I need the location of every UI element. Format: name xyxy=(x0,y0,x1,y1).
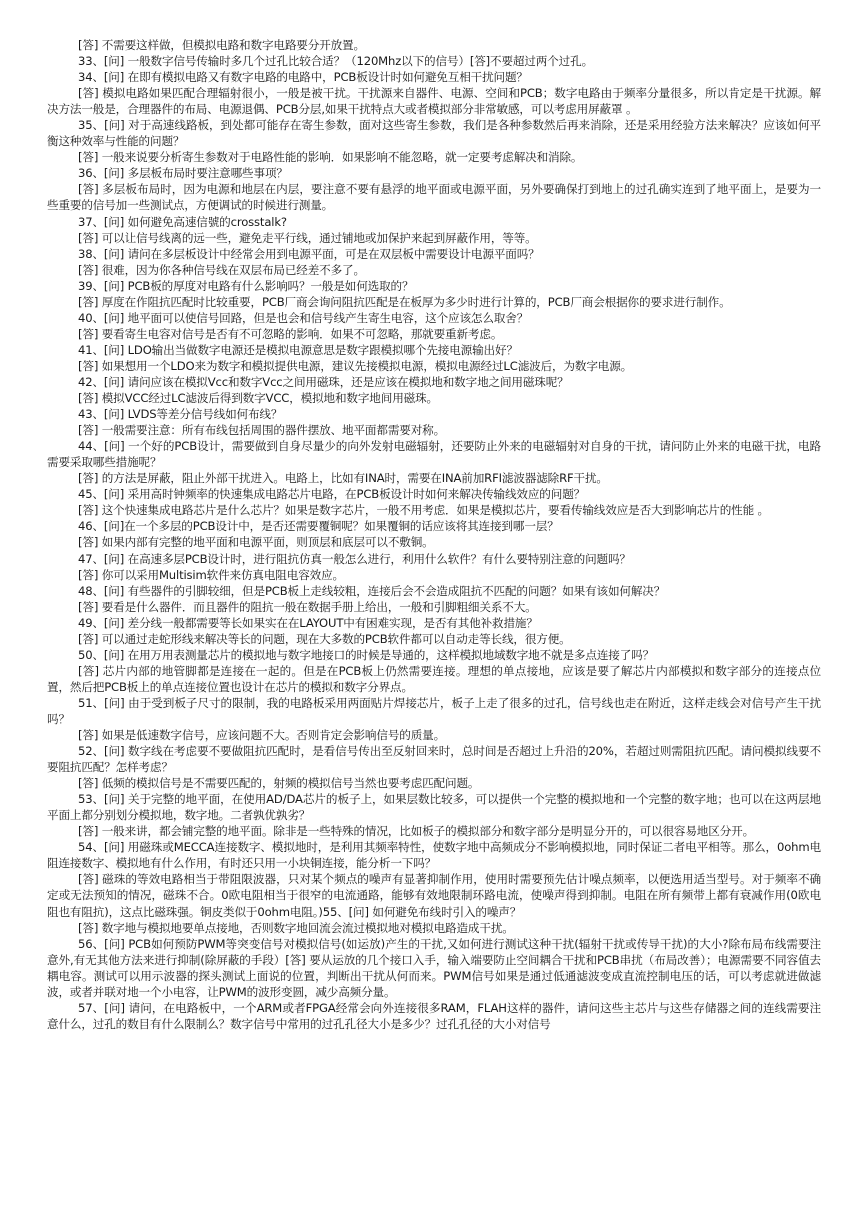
answer-paragraph: [答] 如果是低速数字信号，应该问题不大。否则肯定会影响信号的质量。 xyxy=(78,728,446,743)
question-paragraph: 38、[问] 请问在多层板设计中经常会用到电源平面，可是在双层板中需要设计电源平面吗？ xyxy=(78,246,540,261)
answer-paragraph: [答] 要看寄生电容对信号是否有不可忽略的影响．如果不可忽略，那就要重新考虑。 xyxy=(78,326,503,341)
question-paragraph: 43、[问] LVDS等差分信号线如何布线？ xyxy=(78,407,283,422)
question-paragraph: 46、[问]在一个多层的PCB设计中，是否还需要覆铜呢？如果覆铜的话应该将其连接到哪一层？ xyxy=(78,519,559,534)
question-paragraph: 47、[问] 在高速多层PCB设计时，进行阻抗仿真一般怎么进行，利用什么软件？有什么要特别注意的问题吗？ xyxy=(78,551,631,566)
answer-paragraph: [答] 芯片内部的地管脚都是连接在一起的。但是在PCB板上仍然需要连接。理想的单点接地，应该是要了解芯片内部模拟和数字部分的连接点位置，然后把PCB板上的单点连接位置也设计在芯片的模拟和数字分界点。 xyxy=(47,663,821,694)
answer-paragraph: [答] 模拟VCC经过LC滤波后得到数字VCC，模拟地和数字地间用磁珠。 xyxy=(78,391,438,406)
answer-paragraph: [答] 一般需要注意：所有布线包括周围的器件摆放、地平面都需要对称。 xyxy=(78,423,446,438)
question-paragraph: 57、[问] 请问，在电路板中，一个ARM或者FPGA经常会向外连接很多RAM，FLAH这样的器件，请问这些主芯片与这些存储器之间的连线需要注意什么，过孔的数目有什么限制么？数字信号中常用的过孔孔径大小是多少？过孔孔径的大小对信号 xyxy=(47,1000,821,1031)
question-paragraph: 41、[问] LDO输出当做数字电源还是模拟电源意思是数字跟模拟哪个先接电源输出好？ xyxy=(78,342,518,357)
answer-paragraph: [答] 厚度在作阻抗匹配时比较重要，PCB厂商会询问阻抗匹配是在板厚为多少时进行计算的，PCB厂商会根据你的要求进行制作。 xyxy=(78,294,731,309)
question-paragraph: 44、[问] 一个好的PCB设计，需要做到自身尽量少的向外发射电磁辐射，还要防止外来的电磁辐射对自身的干扰，请问防止外来的电磁干扰，电路需要采取哪些措施呢？ xyxy=(47,439,821,470)
answer-paragraph: [答] 多层板布局时，因为电源和地层在内层，要注意不要有悬浮的地平面或电源平面，另外要确保打到地上的过孔确实连到了地平面上，是要为一些重要的信号加一些测试点，方便调试的时候进行测量。 xyxy=(47,182,821,213)
question-paragraph: 51、[问] 由于受到板子尺寸的限制，我的电路板采用两面贴片焊接芯片，板子上走了很多的过孔，信号线也走在附近，这样走线会对信号产生干扰吗？ xyxy=(47,695,821,726)
answer-paragraph: [答] 要看是什么器件．而且器件的阻抗一般在数据手册上给出，一般和引脚粗细关系不大。 xyxy=(78,599,537,614)
question-paragraph: 48、[问] 有些器件的引脚较细，但是PCB板上走线较粗，连接后会不会造成阻抗不匹配的问题？如果有该如何解决？ xyxy=(78,583,666,598)
answer-paragraph: [答] 磁珠的等效电路相当于带阻限波器，只对某个频点的噪声有显著抑制作用，使用时需要预先估计噪点频率，以便选用适当型号。对于频率不确定或无法预知的情况，磁珠不合。0欧电阻相当于很窄的电流通路，能够有效地限制环路电流，使噪声得到抑制。电阻在所有频带上都有衰减作用(0欧电阻也有阻抗)，这点比磁珠强。铜皮类似于0ohm电阻。)55、[问] 如何避免布线时引入的噪声？ xyxy=(47,872,821,919)
question-paragraph: 52、[问] 数字线在考虑要不要做阻抗匹配时，是看信号传出至反射回来时，总时间是否超过上升沿的20%，若超过则需阻抗匹配。请问模拟线要不要阻抗匹配？怎样考虑？ xyxy=(47,744,821,775)
answer-paragraph: [答] 数字地与模拟地要单点接地，否则数字地回流会流过模拟地对模拟电路造成干扰。 xyxy=(78,920,514,935)
question-paragraph: 39、[问] PCB板的厚度对电路有什么影响吗？一般是如何选取的？ xyxy=(78,278,414,293)
question-answer-paragraph: 56、[问] PCB如何预防PWM等突变信号对模拟信号(如运放)产生的干扰,又如何进行测试这种干扰(辐射干扰或传导干扰)的大小?除布局布线需要注意外,有无其他方法来进行抑制(除屏蔽的手段）[答] 要从运放的几个接口入手，输入端要防止空间耦合干扰和PCB串扰（布局改善）；电源需要不同容值去耦电容。测试可以用示波器的探头测试上面说的位置，判断出干扰从何而来。PWM信号如果是通过低通滤波变成直流控制电压的话，可以考虑就进做滤波，或者并联对地一个小电容，让PWM的波形变圆，减少高频分量。 xyxy=(47,936,821,999)
answer-paragraph: [答] 一般来说要分析寄生参数对于电路性能的影响．如果影响不能忽略，就一定要考虑解决和消除。 xyxy=(78,150,583,165)
question-paragraph: 40、[问] 地平面可以使信号回路，但是也会和信号线产生寄生电容，这个应该怎么取舍？ xyxy=(78,310,529,325)
answer-paragraph: [答] 你可以采用Multisim软件来仿真电阻电容效应。 xyxy=(78,567,344,582)
question-paragraph: 33、[问] 一般数字信号传输时多几个过孔比较合适？（120Mhz以下的信号）[答]不要超过两个过孔。 xyxy=(78,54,594,69)
answer-paragraph: [答] 很难，因为你各种信号线在双层布局已经差不多了。 xyxy=(78,262,365,277)
question-paragraph: 45、[问] 采用高时钟频率的快速集成电路芯片电路，在PCB板设计时如何来解决传输线效应的问题？ xyxy=(78,487,586,502)
answer-paragraph: [答] 一般来讲，都会铺完整的地平面。除非是一些特殊的情况，比如板子的模拟部分和数字部分是明显分开的，可以很容易地区分开。 xyxy=(78,824,755,839)
question-paragraph: 37、[问] 如何避免高速信號的crosstalk? xyxy=(78,214,287,229)
question-paragraph: 50、[问] 在用万用表测量芯片的模拟地与数字地接口的时候是导通的，这样模拟地域数字地不就是多点连接了吗？ xyxy=(78,647,655,662)
question-paragraph: 34、[问] 在即有模拟电路又有数字电路的电路中，PCB板设计时如何避免互相干扰问题？ xyxy=(78,70,528,85)
answer-paragraph: [答] 的方法是屏蔽，阻止外部干扰进入。电路上，比如有INA时，需要在INA前加RFI滤波器滤除RF干扰。 xyxy=(78,471,608,486)
question-paragraph: 49、[问] 差分线一般都需要等长如果实在在LAYOUT中有困难实现，是否有其他补救措施？ xyxy=(78,615,538,630)
answer-paragraph: [答] 可以让信号线离的远一些，避免走平行线，通过铺地或加保护来起到屏蔽作用，等等。 xyxy=(78,230,537,245)
answer-paragraph: [答] 如果想用一个LDO来为数字和模拟提供电源，建议先接模拟电源，模拟电源经过LC滤波后，为数字电源。 xyxy=(78,358,633,373)
question-paragraph: 54、[问] 用磁珠或MECCA连接数字、模拟地时，是利用其频率特性，使数字地中高频成分不影响模拟地，同时保证二者电平相等。那么，0ohm电阻连接数字、模拟地有什么作用，有时还只用一小块铜连接，能分析一下吗？ xyxy=(47,840,821,871)
answer-paragraph: [答] 低频的模拟信号是不需要匹配的，射频的模拟信号当然也要考虑匹配问题。 xyxy=(78,776,480,791)
answer-paragraph: [答] 模拟电路如果匹配合理辐射很小，一般是被干扰。干扰源来自器件、电源、空间和PCB；数字电路由于频率分量很多，所以肯定是干扰源。解决方法一般是，合理器件的布局、电源退偶、PCB分层,如果干扰特点大或者模拟部分非常敏感，可以考虑用屏蔽罩 。 xyxy=(47,86,821,117)
question-paragraph: 53、[问] 关于完整的地平面，在使用AD/DA芯片的板子上，如果层数比较多，可以提供一个完整的模拟地和一个完整的数字地；也可以在这两层地平面上都分别划分模拟地，数字地。二者孰优孰劣？ xyxy=(47,792,821,823)
answer-paragraph: [答] 如果内部有完整的地平面和电源平面，则顶层和底层可以不敷铜。 xyxy=(78,535,434,550)
answer-paragraph: [答] 不需要这样做，但模拟电路和数字电路要分开放置。 xyxy=(78,38,365,52)
question-paragraph: 35、[问] 对于高速线路板，到处都可能存在寄生参数，面对这些寄生参数，我们是各种参数然后再来消除，还是采用经验方法来解决？应该如何平衡这种效率与性能的问题？ xyxy=(47,118,821,149)
question-paragraph: 42、[问] 请问应该在模拟Vcc和数字Vcc之间用磁珠，还是应该在模拟地和数字地之间用磁珠呢？ xyxy=(78,374,569,389)
answer-paragraph: [答] 这个快速集成电路芯片是什么芯片？如果是数字芯片，一般不用考虑．如果是模拟芯片，要看传输线效应是否大到影响芯片的性能 。 xyxy=(78,503,770,518)
answer-paragraph: [答] 可以通过走蛇形线来解决等长的问题，现在大多数的PCB软件都可以自动走等长线，很方便。 xyxy=(78,631,571,646)
question-paragraph: 36、[问] 多层板布局时要注意哪些事项？ xyxy=(78,166,288,181)
